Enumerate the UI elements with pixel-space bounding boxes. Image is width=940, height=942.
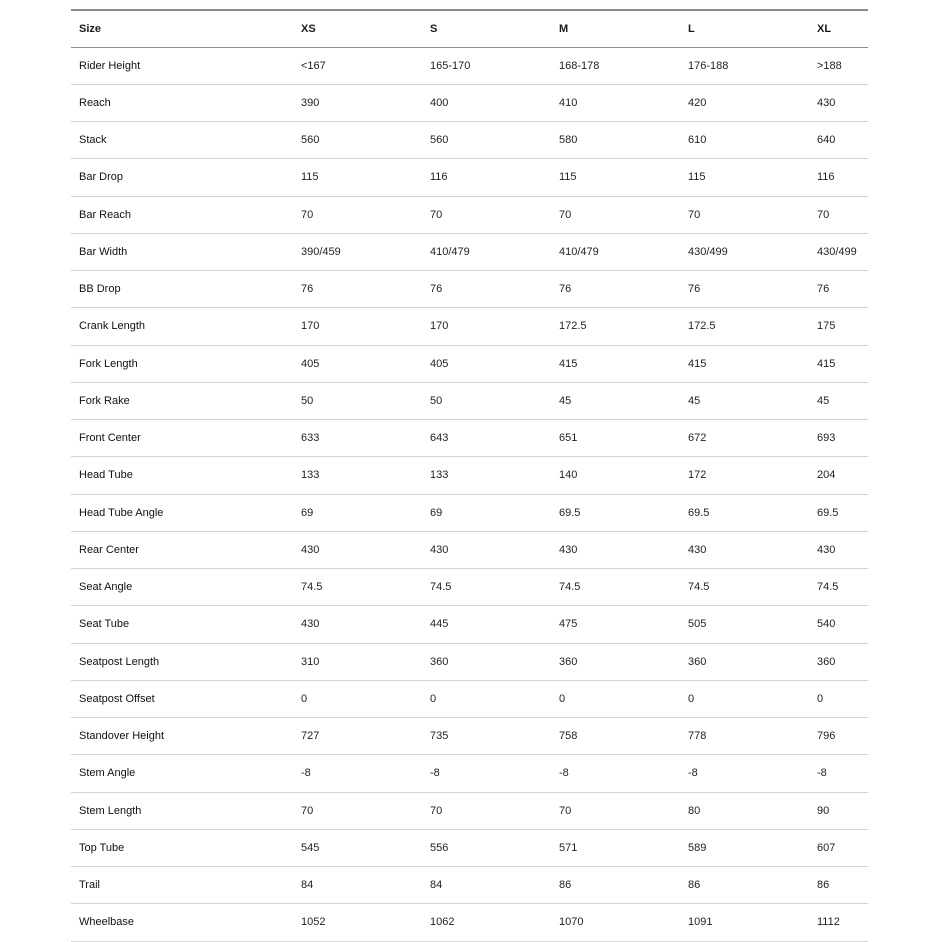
table-cell: 610: [680, 122, 809, 159]
table-cell: 70: [293, 196, 422, 233]
table-cell: 796: [809, 718, 868, 755]
table-cell: 0: [293, 680, 422, 717]
column-header-s: S: [422, 10, 551, 47]
table-cell: 415: [680, 345, 809, 382]
table-row: [71, 569, 868, 606]
table-cell: 1062: [422, 904, 551, 941]
table-cell: 90: [809, 792, 868, 829]
table-cell: 0: [551, 680, 680, 717]
row-label: Bar Drop: [71, 159, 293, 196]
table-cell: 86: [809, 867, 868, 904]
table-cell: 1052: [293, 904, 422, 941]
column-header-xs: XS: [293, 10, 422, 47]
table-row: [71, 904, 868, 941]
row-label: Fork Rake: [71, 382, 293, 419]
row-label: Front Center: [71, 420, 293, 457]
table-cell: 50: [293, 382, 422, 419]
table-cell: 175: [809, 308, 868, 345]
table-cell: 69.5: [680, 494, 809, 531]
table-cell: 76: [293, 271, 422, 308]
table-cell: 560: [422, 122, 551, 159]
table-cell: 70: [422, 792, 551, 829]
table-cell: 86: [680, 867, 809, 904]
table-cell: 1091: [680, 904, 809, 941]
row-label: Fork Length: [71, 345, 293, 382]
table-cell: -8: [293, 755, 422, 792]
row-label: Seatpost Length: [71, 643, 293, 680]
table-cell: 84: [293, 867, 422, 904]
table-cell: 580: [551, 122, 680, 159]
table-row: [71, 829, 868, 866]
table-cell: 70: [551, 792, 680, 829]
table-cell: 84: [422, 867, 551, 904]
table-cell: 360: [422, 643, 551, 680]
table-cell: 70: [422, 196, 551, 233]
table-row: [71, 271, 868, 308]
table-cell: 69.5: [809, 494, 868, 531]
table-cell: 133: [422, 457, 551, 494]
table-row: [71, 494, 868, 531]
row-label: Stack: [71, 122, 293, 159]
table-cell: 415: [809, 345, 868, 382]
table-cell: 168-178: [551, 47, 680, 84]
row-label: BB Drop: [71, 271, 293, 308]
table-cell: 76: [551, 271, 680, 308]
table-cell: 540: [809, 606, 868, 643]
table-cell: 170: [422, 308, 551, 345]
table-cell: -8: [422, 755, 551, 792]
table-cell: 69: [293, 494, 422, 531]
table-cell: 172.5: [551, 308, 680, 345]
table-cell: -8: [809, 755, 868, 792]
table-cell: 204: [809, 457, 868, 494]
table-cell: 430: [680, 531, 809, 568]
table-cell: 505: [680, 606, 809, 643]
table-cell: 116: [809, 159, 868, 196]
table-cell: 390: [293, 84, 422, 121]
table-cell: 45: [680, 382, 809, 419]
row-label: Seat Tube: [71, 606, 293, 643]
table-cell: 140: [551, 457, 680, 494]
table-row: [71, 47, 868, 84]
table-row: [71, 345, 868, 382]
table-cell: 115: [551, 159, 680, 196]
table-cell: 400: [422, 84, 551, 121]
table-row: [71, 755, 868, 792]
table-cell: 560: [293, 122, 422, 159]
table-cell: 758: [551, 718, 680, 755]
table-cell: 360: [680, 643, 809, 680]
table-cell: 430: [293, 531, 422, 568]
table-cell: 410/479: [422, 233, 551, 270]
table-cell: 778: [680, 718, 809, 755]
table-cell: 86: [551, 867, 680, 904]
table-cell: 70: [809, 196, 868, 233]
table-cell: 115: [293, 159, 422, 196]
table-cell: 170: [293, 308, 422, 345]
row-label: Head Tube Angle: [71, 494, 293, 531]
row-label: Top Tube: [71, 829, 293, 866]
table-cell: 545: [293, 829, 422, 866]
table-cell: 430: [293, 606, 422, 643]
table-row: [71, 196, 868, 233]
table-cell: 390/459: [293, 233, 422, 270]
row-label: Wheelbase: [71, 904, 293, 941]
table-cell: 45: [551, 382, 680, 419]
table-body: [71, 47, 868, 941]
table-cell: 430: [809, 531, 868, 568]
table-cell: 74.5: [422, 569, 551, 606]
row-label: Standover Height: [71, 718, 293, 755]
table-cell: -8: [680, 755, 809, 792]
row-label: Reach: [71, 84, 293, 121]
row-label: Rider Height: [71, 47, 293, 84]
table-cell: 607: [809, 829, 868, 866]
row-label: Trail: [71, 867, 293, 904]
row-label: Stem Angle: [71, 755, 293, 792]
row-label: Rear Center: [71, 531, 293, 568]
table-cell: 76: [422, 271, 551, 308]
table-cell: 633: [293, 420, 422, 457]
table-row: [71, 792, 868, 829]
table-cell: 70: [293, 792, 422, 829]
table-cell: 475: [551, 606, 680, 643]
table-row: [71, 457, 868, 494]
table-row: [71, 680, 868, 717]
table-cell: 735: [422, 718, 551, 755]
table-cell: 420: [680, 84, 809, 121]
table-row: [71, 308, 868, 345]
table-cell: 1112: [809, 904, 868, 941]
table-row: [71, 159, 868, 196]
table-row: [71, 867, 868, 904]
row-label: Seatpost Offset: [71, 680, 293, 717]
table-cell: 172: [680, 457, 809, 494]
table-row: [71, 233, 868, 270]
table-row: [71, 531, 868, 568]
table-row: [71, 420, 868, 457]
table-cell: >188: [809, 47, 868, 84]
table-cell: 74.5: [293, 569, 422, 606]
table-cell: 430/499: [680, 233, 809, 270]
table-cell: 589: [680, 829, 809, 866]
table-cell: 0: [809, 680, 868, 717]
table-cell: 571: [551, 829, 680, 866]
table-cell: 1070: [551, 904, 680, 941]
table-cell: 74.5: [809, 569, 868, 606]
table-cell: 410: [551, 84, 680, 121]
table-cell: -8: [551, 755, 680, 792]
table-cell: 45: [809, 382, 868, 419]
geometry-table: [71, 9, 868, 942]
table-cell: 643: [422, 420, 551, 457]
table-cell: 651: [551, 420, 680, 457]
table-cell: 76: [680, 271, 809, 308]
table-cell: 74.5: [680, 569, 809, 606]
table-row: [71, 382, 868, 419]
table-cell: 50: [422, 382, 551, 419]
row-label: Bar Reach: [71, 196, 293, 233]
table-cell: 415: [551, 345, 680, 382]
table-cell: 74.5: [551, 569, 680, 606]
column-header-m: M: [551, 10, 680, 47]
row-label: Stem Length: [71, 792, 293, 829]
table-cell: 0: [680, 680, 809, 717]
table-cell: 80: [680, 792, 809, 829]
table-cell: 405: [422, 345, 551, 382]
table-cell: 410/479: [551, 233, 680, 270]
row-label: Head Tube: [71, 457, 293, 494]
table-cell: 116: [422, 159, 551, 196]
column-header-size: Size: [71, 10, 293, 47]
table-cell: 727: [293, 718, 422, 755]
column-header-xl: XL: [809, 10, 868, 47]
table-cell: 0: [422, 680, 551, 717]
table-cell: 310: [293, 643, 422, 680]
table-cell: 430: [809, 84, 868, 121]
table-cell: 693: [809, 420, 868, 457]
table-row: [71, 718, 868, 755]
table-cell: 556: [422, 829, 551, 866]
table-cell: 360: [551, 643, 680, 680]
table-cell: 640: [809, 122, 868, 159]
table-cell: 69: [422, 494, 551, 531]
row-label: Bar Width: [71, 233, 293, 270]
table-cell: 70: [680, 196, 809, 233]
table-row: [71, 84, 868, 121]
table-cell: 133: [293, 457, 422, 494]
table-cell: 176-188: [680, 47, 809, 84]
table-cell: 360: [809, 643, 868, 680]
table-cell: 430/499: [809, 233, 868, 270]
table-cell: 76: [809, 271, 868, 308]
row-label: Crank Length: [71, 308, 293, 345]
table-cell: 405: [293, 345, 422, 382]
row-label: Seat Angle: [71, 569, 293, 606]
header-row: [71, 10, 868, 47]
table-cell: 172.5: [680, 308, 809, 345]
table-cell: 672: [680, 420, 809, 457]
table-row: [71, 643, 868, 680]
table-cell: <167: [293, 47, 422, 84]
table-cell: 69.5: [551, 494, 680, 531]
table-cell: 115: [680, 159, 809, 196]
table-row: [71, 122, 868, 159]
table-cell: 70: [551, 196, 680, 233]
table-cell: 165-170: [422, 47, 551, 84]
table-cell: 430: [551, 531, 680, 568]
column-header-l: L: [680, 10, 809, 47]
table-cell: 445: [422, 606, 551, 643]
table-row: [71, 606, 868, 643]
table-cell: 430: [422, 531, 551, 568]
